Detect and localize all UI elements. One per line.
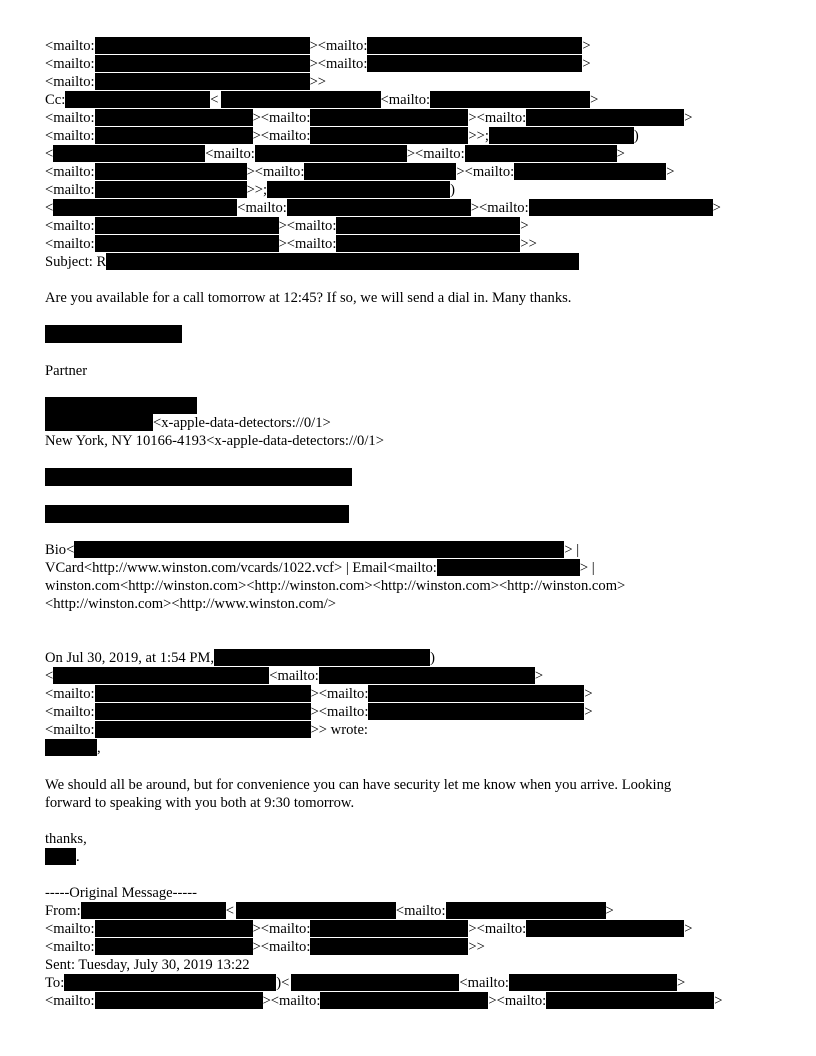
- close-paren: ): [633, 128, 639, 144]
- redaction-bar: [53, 145, 205, 162]
- bracket-open: <: [210, 92, 219, 108]
- redacted-phone: [45, 468, 352, 486]
- mailto-prefix: <mailto:: [45, 74, 95, 90]
- mailto-close: >: [684, 110, 693, 126]
- redaction-bar: [45, 739, 97, 756]
- redaction-bar: [514, 163, 666, 180]
- cc-line-5: [45, 163, 674, 181]
- redaction-bar: [526, 109, 684, 126]
- period: .: [76, 849, 80, 865]
- address-line-street: [45, 414, 331, 432]
- mailto-prefix: <mailto:: [269, 668, 319, 684]
- mailto-close: >: [666, 164, 675, 180]
- salutation: [45, 739, 101, 757]
- redaction-bar: [336, 217, 520, 234]
- redaction-bar: [95, 73, 310, 90]
- original-message-divider: -----Original Message-----: [45, 885, 197, 901]
- mailto-prefix: <mailto:: [45, 686, 95, 702]
- apple-data-link: <x-apple-data-detectors://0/1>: [153, 415, 331, 431]
- redaction-bar: [214, 649, 430, 666]
- redaction-bar: [526, 920, 684, 937]
- mailto-separator: ><mailto:: [252, 128, 311, 144]
- mailto-close: >: [676, 975, 686, 991]
- redaction-bar: [95, 721, 311, 738]
- redaction-bar: [95, 685, 311, 702]
- cc-line: [45, 91, 598, 109]
- from-line-3: [45, 938, 485, 956]
- mailto-prefix: <mailto:: [45, 704, 95, 720]
- redaction-bar: [65, 91, 210, 108]
- redaction-bar: [45, 414, 153, 431]
- mailto-prefix: <mailto:: [380, 92, 431, 108]
- mailto-prefix: <mailto:: [45, 182, 95, 198]
- redaction-bar: [465, 145, 617, 162]
- address-line-city: New York, NY 10166-4193<x-apple-data-detectors://0/1>: [45, 433, 384, 449]
- mailto-close: >: [584, 686, 593, 702]
- mailto-separator: ><mailto:: [406, 146, 465, 162]
- redaction-bar: [95, 938, 253, 955]
- mailto-prefix: <mailto:: [45, 921, 95, 937]
- mailto-separator: ><mailto:: [309, 38, 368, 54]
- mailto-separator: ><mailto:: [252, 921, 311, 937]
- mailto-prefix: <mailto:: [45, 164, 95, 180]
- redaction-bar: [310, 109, 468, 126]
- redaction-bar: [310, 920, 468, 937]
- redaction-bar: [45, 848, 76, 865]
- call-question: Are you available for a call tomorrow at 12:45? If so, we will send a dial in. Many thanks.: [45, 290, 572, 306]
- bracket-open: <: [225, 903, 234, 919]
- redacted-address-line: [45, 397, 197, 414]
- redacted-phone-2: [45, 505, 349, 523]
- recipient-line-1: [45, 37, 591, 55]
- from-line: [45, 902, 614, 920]
- redaction-bar: [319, 667, 535, 684]
- cc-line-7: [45, 199, 721, 217]
- recipient-line-3: [45, 73, 326, 91]
- mailto-close: >: [582, 38, 591, 54]
- redaction-bar: [255, 145, 407, 162]
- vcard-link: VCard<http://www.winston.com/vcards/1022.vcf> | Email<mailto:: [45, 560, 437, 576]
- mailto-separator: ><mailto:: [468, 921, 527, 937]
- comma: ,: [97, 740, 101, 756]
- redaction-bar: [95, 217, 279, 234]
- mailto-separator: ><mailto:: [470, 200, 529, 216]
- mailto-close: >: [605, 903, 614, 919]
- redaction-bar: [95, 163, 247, 180]
- mailto-separator: ><mailto:: [262, 993, 321, 1009]
- mailto-separator: ><mailto:: [456, 164, 515, 180]
- mailto-close: >>: [520, 236, 537, 252]
- redaction-bar: [95, 37, 310, 54]
- quoted-line-4: [45, 703, 593, 721]
- subject-label: Subject: R: [45, 254, 107, 270]
- redaction-bar: [287, 199, 471, 216]
- redaction-bar: [95, 920, 253, 937]
- quoted-header: [45, 649, 435, 667]
- mailto-close: >: [684, 921, 693, 937]
- redaction-bar: [367, 55, 582, 72]
- bio-label: Bio<: [45, 542, 75, 558]
- redaction-bar: [53, 199, 237, 216]
- mailto-prefix: <mailto:: [395, 903, 446, 919]
- quoted-line-3: [45, 685, 593, 703]
- redaction-bar: [95, 127, 253, 144]
- quoted-line-5: [45, 721, 368, 739]
- cc-label: Cc:: [45, 92, 66, 108]
- redaction-bar: [221, 91, 381, 108]
- quoted-date: On Jul 30, 2019, at 1:54 PM,: [45, 650, 215, 666]
- title-partner: Partner: [45, 363, 88, 379]
- mailto-prefix: <mailto:: [205, 146, 255, 162]
- redaction-bar: [304, 163, 456, 180]
- close-paren: ): [276, 975, 282, 991]
- redaction-bar: [106, 253, 579, 270]
- mailto-prefix: <mailto:: [45, 56, 95, 72]
- redaction-bar: [310, 938, 468, 955]
- redaction-bar: [291, 974, 459, 991]
- subject-line: [45, 253, 579, 271]
- separator: > |: [579, 560, 595, 576]
- security-note-2: forward to speaking with you both at 9:30 tomorrow.: [45, 795, 355, 811]
- mailto-separator: ><mailto:: [468, 110, 527, 126]
- mailto-separator: ><mailto:: [278, 236, 337, 252]
- separator: >>;: [468, 128, 489, 144]
- redaction-bar: [368, 703, 584, 720]
- bio-line: [45, 541, 579, 559]
- mailto-close: >: [616, 146, 625, 162]
- to-line-2: [45, 992, 722, 1010]
- redaction-bar: [368, 685, 584, 702]
- from-label: From:: [45, 903, 81, 919]
- separator: > |: [564, 542, 580, 558]
- mailto-separator: ><mailto:: [309, 56, 368, 72]
- redaction-bar: [81, 902, 226, 919]
- mailto-prefix: <mailto:: [45, 128, 95, 144]
- close-paren: ): [450, 182, 455, 198]
- sign-off: thanks,: [45, 831, 87, 847]
- cc-line-4: [45, 145, 625, 163]
- mailto-prefix: <mailto:: [45, 236, 95, 252]
- redaction-bar: [446, 902, 606, 919]
- redaction-bar: [509, 974, 677, 991]
- wrote-text: >> wrote:: [310, 722, 368, 738]
- redaction-bar: [95, 181, 247, 198]
- mailto-close: >>: [309, 74, 327, 90]
- mailto-prefix: <mailto:: [45, 993, 95, 1009]
- redaction-bar: [95, 55, 310, 72]
- mailto-separator: ><mailto:: [246, 164, 305, 180]
- mailto-close: >: [534, 668, 544, 684]
- mailto-close: >: [712, 200, 721, 216]
- to-label: To:: [45, 975, 65, 991]
- mailto-close: >: [520, 218, 529, 234]
- to-line: [45, 974, 685, 992]
- mailto-separator: ><mailto:: [252, 110, 311, 126]
- bracket-open: <: [45, 146, 54, 162]
- cc-line-3: [45, 127, 639, 145]
- mailto-prefix: <mailto:: [45, 218, 95, 234]
- mailto-separator: ><mailto:: [252, 939, 311, 955]
- security-note: We should all be around, but for convenience you can have security let me know when you arrive. Looking: [45, 777, 672, 793]
- winston-links: winston.com<http://winston.com><http://winston.com><http://winston.com><http://winston.com>: [45, 578, 626, 594]
- redaction-bar: [546, 992, 714, 1009]
- cc-line-6: [45, 181, 455, 199]
- mailto-prefix: <mailto:: [45, 939, 95, 955]
- mailto-prefix: <mailto:: [45, 110, 95, 126]
- redaction-bar: [64, 974, 276, 991]
- redaction-bar: [437, 559, 580, 576]
- mailto-prefix: <mailto:: [45, 722, 95, 738]
- mailto-separator: ><mailto:: [488, 993, 547, 1009]
- mailto-close: >>: [468, 939, 485, 955]
- from-line-2: [45, 920, 692, 938]
- redaction-bar: [336, 235, 520, 252]
- redaction-bar: [95, 703, 311, 720]
- redaction-bar: [74, 541, 564, 558]
- redaction-bar: [320, 992, 488, 1009]
- redaction-bar: [267, 181, 450, 198]
- mailto-separator: ><mailto:: [278, 218, 337, 234]
- redaction-bar: [529, 199, 713, 216]
- mailto-separator: ><mailto:: [310, 686, 369, 702]
- mailto-close: >: [584, 704, 593, 720]
- signature: [45, 848, 80, 866]
- mailto-prefix: <mailto:: [237, 200, 287, 216]
- bracket-open: <: [281, 975, 290, 991]
- cc-line-2: [45, 109, 692, 127]
- redaction-bar: [430, 91, 590, 108]
- recipient-line-2: [45, 55, 591, 73]
- mailto-prefix: <mailto:: [45, 38, 95, 54]
- bracket-open: <: [45, 200, 54, 216]
- redaction-bar: [367, 37, 582, 54]
- mailto-prefix: <mailto:: [459, 975, 509, 991]
- winston-links-2: <http://winston.com><http://www.winston.com/>: [45, 596, 337, 612]
- redaction-bar: [53, 667, 269, 684]
- redaction-bar: [310, 127, 468, 144]
- bracket-open: <: [45, 668, 54, 684]
- redacted-name: [45, 325, 182, 343]
- cc-line-8: [45, 217, 529, 235]
- mailto-close: >: [590, 92, 599, 108]
- separator: >>;: [246, 182, 268, 198]
- redaction-bar: [95, 109, 253, 126]
- mailto-close: >: [582, 56, 591, 72]
- mailto-close: >: [714, 993, 723, 1009]
- quoted-line-2: [45, 667, 543, 685]
- redaction-bar: [95, 235, 279, 252]
- sent-line: Sent: Tuesday, July 30, 2019 13:22: [45, 957, 250, 973]
- cc-line-9: [45, 235, 537, 253]
- vcard-line: [45, 559, 595, 577]
- close-paren: ): [430, 650, 435, 666]
- redaction-bar: [236, 902, 396, 919]
- redaction-bar: [489, 127, 634, 144]
- mailto-separator: ><mailto:: [310, 704, 369, 720]
- redaction-bar: [95, 992, 263, 1009]
